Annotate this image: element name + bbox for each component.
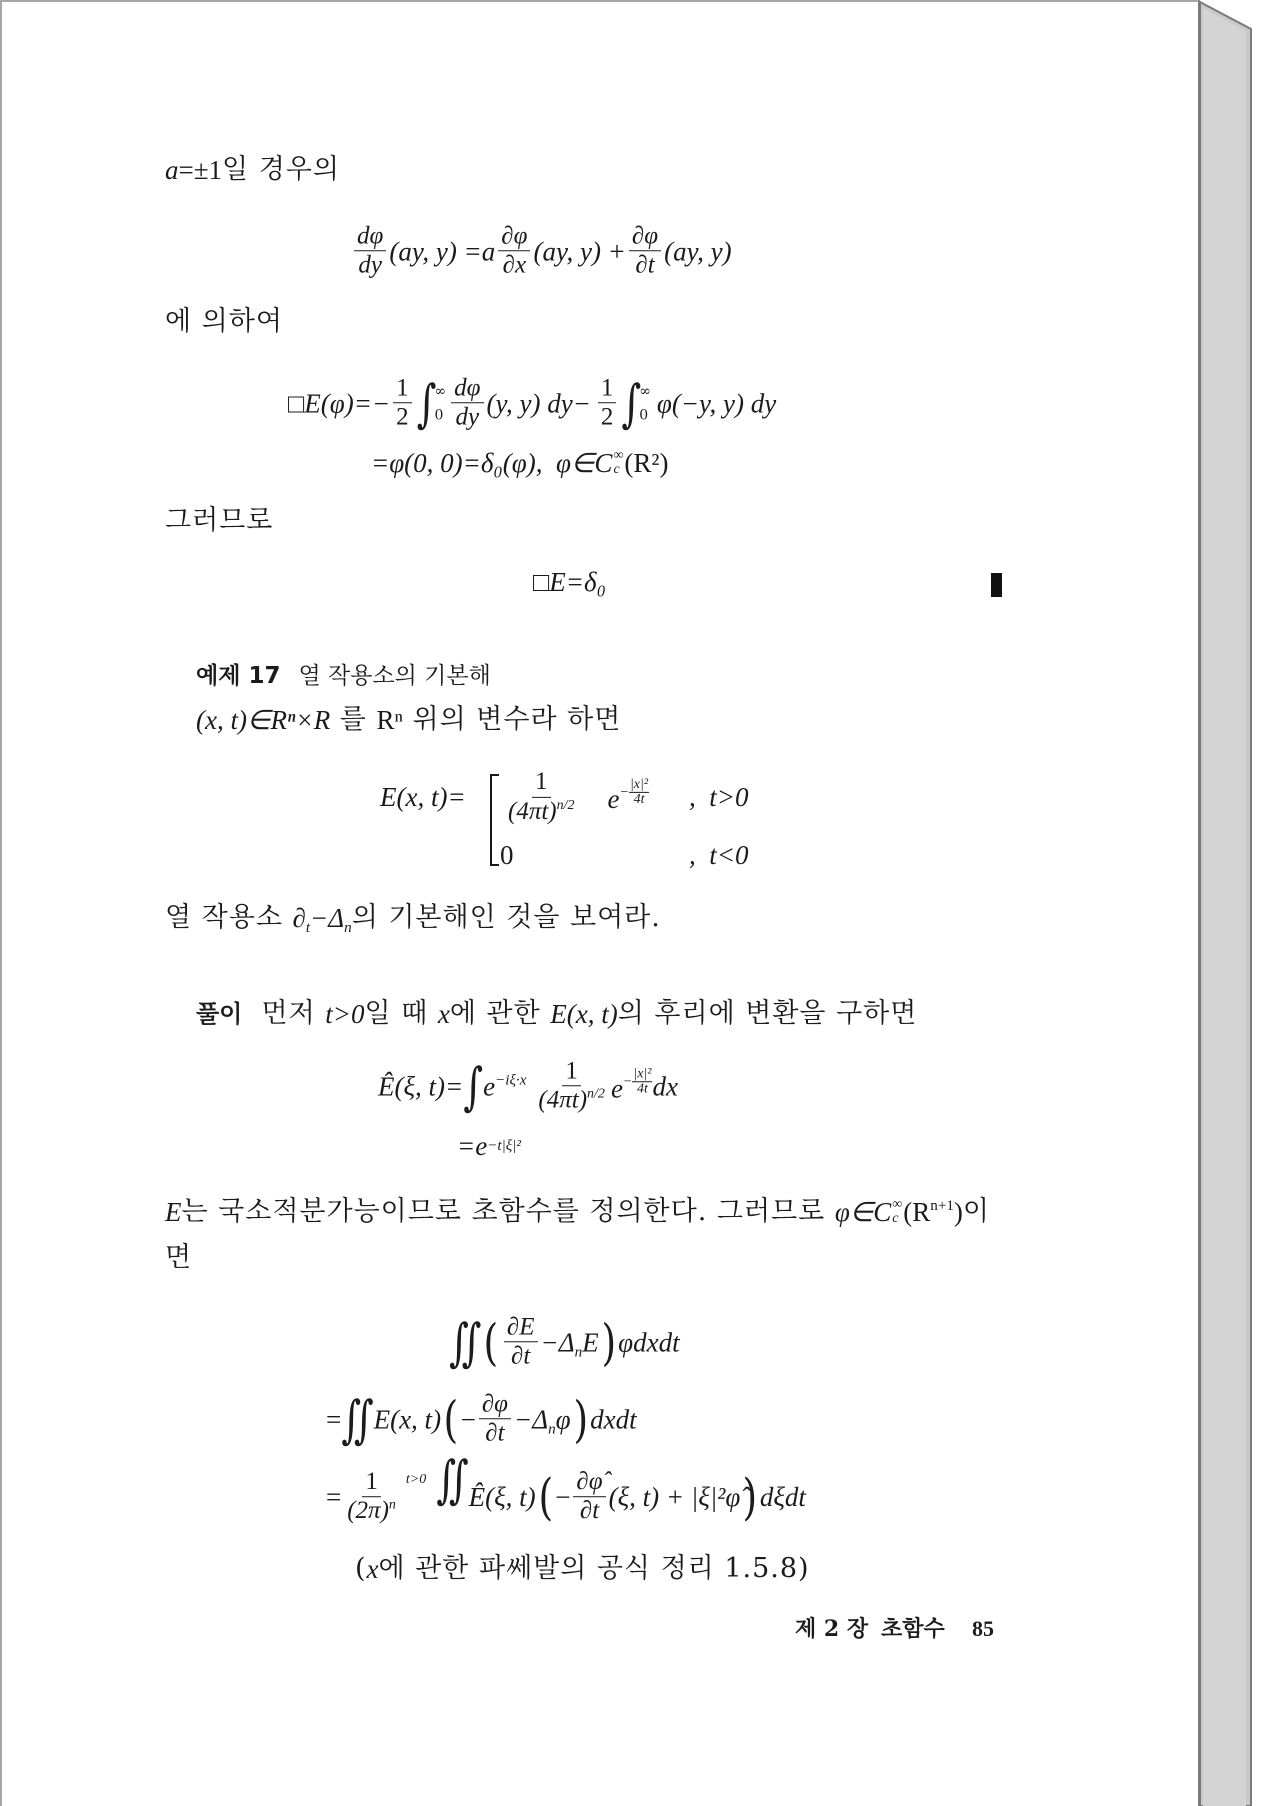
equals-sign: = <box>326 1481 342 1512</box>
intro-math: =±1 <box>178 154 223 185</box>
subscript-c: c <box>613 461 620 477</box>
solution-math: t>0 <box>325 998 365 1029</box>
denominator: 2 <box>600 403 614 431</box>
numerator: 1 <box>393 375 412 403</box>
integrand-E: E(x, t) <box>373 1403 442 1434</box>
exponent-denominator: 4t <box>633 792 645 808</box>
solution-math: x <box>437 998 450 1029</box>
integral-sign: ∫ <box>416 373 437 433</box>
denominator <box>344 1498 399 1525</box>
exponential-phase <box>483 1070 526 1102</box>
para-math: E <box>165 1196 182 1227</box>
citation-text: 에 관한 파쎄발의 공식 정리 1.5.8) <box>378 1552 810 1584</box>
integrand-tail: φdxdt <box>618 1326 680 1357</box>
denominator-base: (2π) <box>347 1497 389 1525</box>
footer-title: 초함수 <box>881 1615 945 1642</box>
numerator: 1 <box>598 375 617 403</box>
fraction-dE-dt <box>504 1314 538 1370</box>
exponent-fraction <box>632 1067 652 1096</box>
double-integral-sign: ∬ <box>449 1312 482 1372</box>
equals-sign: = <box>326 1403 342 1434</box>
equation-chain-rule <box>351 223 732 279</box>
page-number: 85 <box>972 1615 994 1641</box>
integral-line-3 <box>326 1428 806 1566</box>
exponential <box>581 746 650 848</box>
denominator-exponent: n <box>388 1497 396 1513</box>
denominator: 2 <box>396 403 409 431</box>
numerator: ∂E <box>504 1314 538 1342</box>
exponent <box>623 1067 653 1096</box>
para-text: 는 국소적분가능이므로 초함수를 정의한다. 그러므로 <box>181 1195 835 1227</box>
integral-sign: ∫ <box>621 373 642 433</box>
right-paren: ) <box>742 1468 758 1526</box>
exponent-numerator: |x|² <box>633 1066 652 1082</box>
solution-text: 일 때 <box>364 997 438 1029</box>
fraction-dphi-dx <box>498 223 530 279</box>
numerator: ∂φ̂ <box>573 1469 605 1497</box>
intro-line <box>165 154 340 186</box>
eq2-line2-domain: (R²) <box>624 447 669 478</box>
intro-text: 일 경우의 <box>222 153 340 185</box>
numerator: ∂φ <box>479 1391 511 1419</box>
therefore-text: 그러므로 <box>165 504 274 536</box>
example-label: 예제 17 <box>196 663 281 690</box>
fraction-one-half <box>598 375 617 431</box>
task-text: 열 작용소 <box>165 901 293 933</box>
fourier-result: =e −t|ξ|² <box>457 1130 521 1161</box>
fraction-one-half <box>393 375 412 431</box>
fraction-heat-kernel-coefficient <box>535 1058 608 1114</box>
denominator-base: (4πt) <box>538 1086 588 1114</box>
exponent: −iξ·x <box>495 1072 527 1089</box>
eq2-term: φ(−y, y) dy <box>656 387 777 418</box>
definition-lhs: E(x, t)= <box>380 781 466 812</box>
test-function-space-indices <box>613 448 623 477</box>
superscript-infinity: ∞ <box>892 1196 903 1212</box>
exponential-base: e <box>610 1073 623 1104</box>
eq2-lhs: □E(φ)=− <box>288 387 391 418</box>
lower-limit: 0 <box>434 407 444 423</box>
exponent <box>620 778 650 807</box>
fraction-dphi-dy <box>451 375 483 431</box>
equation-fundamental-solution: □E=δ₀ <box>533 566 606 597</box>
fourier-lhs: Ê(ξ, t)= <box>378 1070 464 1101</box>
para-math <box>903 1196 963 1228</box>
partial-symbol: ∂ <box>292 902 306 933</box>
para-text-continued: 면 <box>165 1241 193 1273</box>
task-text: 의 기본해인 것을 보여라. <box>351 901 661 933</box>
task-math <box>292 902 352 937</box>
paragraph-locally-integrable <box>165 1196 990 1228</box>
domain-exponent: n+1 <box>930 1198 954 1215</box>
numerator: 1 <box>362 1469 381 1497</box>
right-paren: ) <box>573 1390 588 1448</box>
example-task <box>165 901 661 937</box>
para-text: 이 <box>962 1195 990 1227</box>
denominator <box>505 797 578 824</box>
exponent-numerator: |x|² <box>629 777 649 793</box>
denominator: ∂t <box>635 251 655 279</box>
denominator <box>535 1087 608 1114</box>
example-text: 를 <box>330 703 377 735</box>
left-paren: ( <box>443 1390 459 1448</box>
integral-line-1 <box>449 1314 680 1370</box>
laplacian-term <box>540 1326 599 1361</box>
denominator: ∂t <box>579 1497 600 1525</box>
solution-math: E(x, t) <box>550 998 618 1029</box>
eq2-line2-main: =φ(0, 0)=δ₀(φ), φ∈C <box>371 447 613 478</box>
laplacian-operand: E <box>582 1326 599 1357</box>
integrand-inner: (ξ, t) + |ξ|²φ̂ <box>608 1481 741 1512</box>
example-title: 열 작용소의 기본해 <box>298 663 491 690</box>
left-paren: ( <box>538 1468 553 1526</box>
double-integral-with-domain <box>402 1428 469 1566</box>
denominator: ∂x <box>502 251 527 279</box>
para-math: φ∈C <box>834 1196 892 1227</box>
integrand-E-hat: Ê(ξ, t) <box>468 1481 536 1512</box>
fourier-result-base: =e <box>457 1130 488 1161</box>
laplacian-symbol: −Δ <box>310 902 345 933</box>
equation-delta-result <box>371 447 669 479</box>
domain-base: (R <box>903 1196 931 1227</box>
solution-text: 에 관한 <box>449 997 551 1029</box>
subscript-c: c <box>892 1210 899 1226</box>
eq1-term: (ay, y) =a <box>389 235 496 266</box>
end-of-proof-mark <box>991 573 1002 597</box>
fraction-dphi-dy <box>354 223 386 279</box>
numerator: dφ <box>451 375 483 403</box>
example-heading <box>196 663 491 691</box>
condition-t-positive: , t>0 <box>689 781 749 812</box>
fraction-heat-kernel-coefficient <box>505 769 578 825</box>
upper-limit: ∞ <box>434 383 447 399</box>
integrand-tail: dxdt <box>590 1403 637 1434</box>
superscript-infinity: ∞ <box>613 447 624 463</box>
piecewise-row-positive <box>502 746 649 848</box>
exponent-sign: − <box>622 1073 633 1089</box>
numerator: dφ <box>354 223 386 251</box>
solution-label: 풀이 <box>196 999 243 1028</box>
citation-open: ( <box>355 1552 367 1584</box>
example-math: (x, t)∈Rⁿ×R <box>196 704 331 735</box>
subscript-n: n <box>344 920 352 937</box>
integrand-tail: dξdt <box>759 1481 806 1512</box>
minus-sign: − <box>555 1481 571 1512</box>
citation-parseval <box>355 1553 810 1585</box>
denominator: ∂t <box>511 1342 531 1370</box>
minus-sign: − <box>460 1403 476 1434</box>
denominator: ∂t <box>485 1419 505 1447</box>
laplacian-operand: φ <box>555 1403 571 1434</box>
numerator: ∂φ <box>629 223 661 251</box>
subscript-t: t <box>305 920 311 937</box>
subscript-n: n <box>574 1344 583 1361</box>
exponential <box>611 1067 653 1104</box>
citation-math: x <box>366 1553 379 1584</box>
exponent-sign: − <box>619 784 629 800</box>
solution-text: 의 후리에 변환을 구하면 <box>617 997 918 1029</box>
fraction-normalization <box>344 1469 399 1525</box>
differential-dx: dx <box>652 1070 678 1101</box>
example-math: Rⁿ <box>376 704 403 735</box>
example-statement <box>196 704 621 736</box>
denominator-base: (4πt) <box>508 797 557 825</box>
denominator: dy <box>358 251 382 279</box>
equation-box-operator <box>288 375 776 431</box>
double-integral-sign: ∬ <box>341 1389 374 1449</box>
upper-limit: ∞ <box>639 383 651 399</box>
condition-t-negative: , t<0 <box>689 839 749 870</box>
piecewise-bracket <box>490 774 499 866</box>
example-text: 위의 변수라 하면 <box>402 703 622 735</box>
subscript-n: n <box>548 1421 556 1438</box>
eq2-term: (y, y) dy− <box>486 387 591 418</box>
denominator: dy <box>455 403 480 431</box>
numerator: 1 <box>562 1058 581 1086</box>
integral-sign: ∫ <box>463 1056 484 1116</box>
test-function-space-indices <box>892 1197 902 1226</box>
double-integral-sign: ∬ <box>436 1449 469 1510</box>
eq1-term: (ay, y) + <box>533 235 626 266</box>
right-paren: ) <box>601 1313 616 1371</box>
variable-a: a <box>165 154 179 185</box>
left-paren: ( <box>483 1313 499 1371</box>
solution-text: 먼저 <box>242 997 326 1029</box>
integral-zero-to-infinity <box>621 373 651 433</box>
denominator-exponent: n/2 <box>587 1086 605 1102</box>
domain-close: ) <box>953 1196 963 1227</box>
equation-fourier-transform <box>378 1058 678 1114</box>
denominator-exponent: n/2 <box>556 797 575 813</box>
fraction-dphihat-dt <box>573 1469 605 1525</box>
exponent-denominator: 4t <box>636 1081 648 1097</box>
exponent-fraction <box>629 778 649 807</box>
by-text: 에 의하여 <box>165 305 283 337</box>
numerator: 1 <box>532 769 551 797</box>
laplacian-symbol: −Δ <box>540 1326 575 1357</box>
exponential-base: e <box>607 784 620 815</box>
integral-domain: t>0 <box>405 1472 427 1488</box>
eq1-term: (ay, y) <box>664 235 732 266</box>
exponential-base: e <box>483 1070 496 1101</box>
integral-zero-to-infinity <box>416 373 447 433</box>
piecewise-zero: 0 <box>500 839 514 870</box>
footer-chapter: 제 2 장 <box>795 1615 869 1642</box>
fraction-dphi-dt <box>629 223 661 279</box>
laplacian-symbol: −Δ <box>514 1403 549 1434</box>
lower-limit: 0 <box>639 407 649 423</box>
solution-intro <box>196 998 917 1030</box>
numerator: ∂φ <box>498 223 530 251</box>
